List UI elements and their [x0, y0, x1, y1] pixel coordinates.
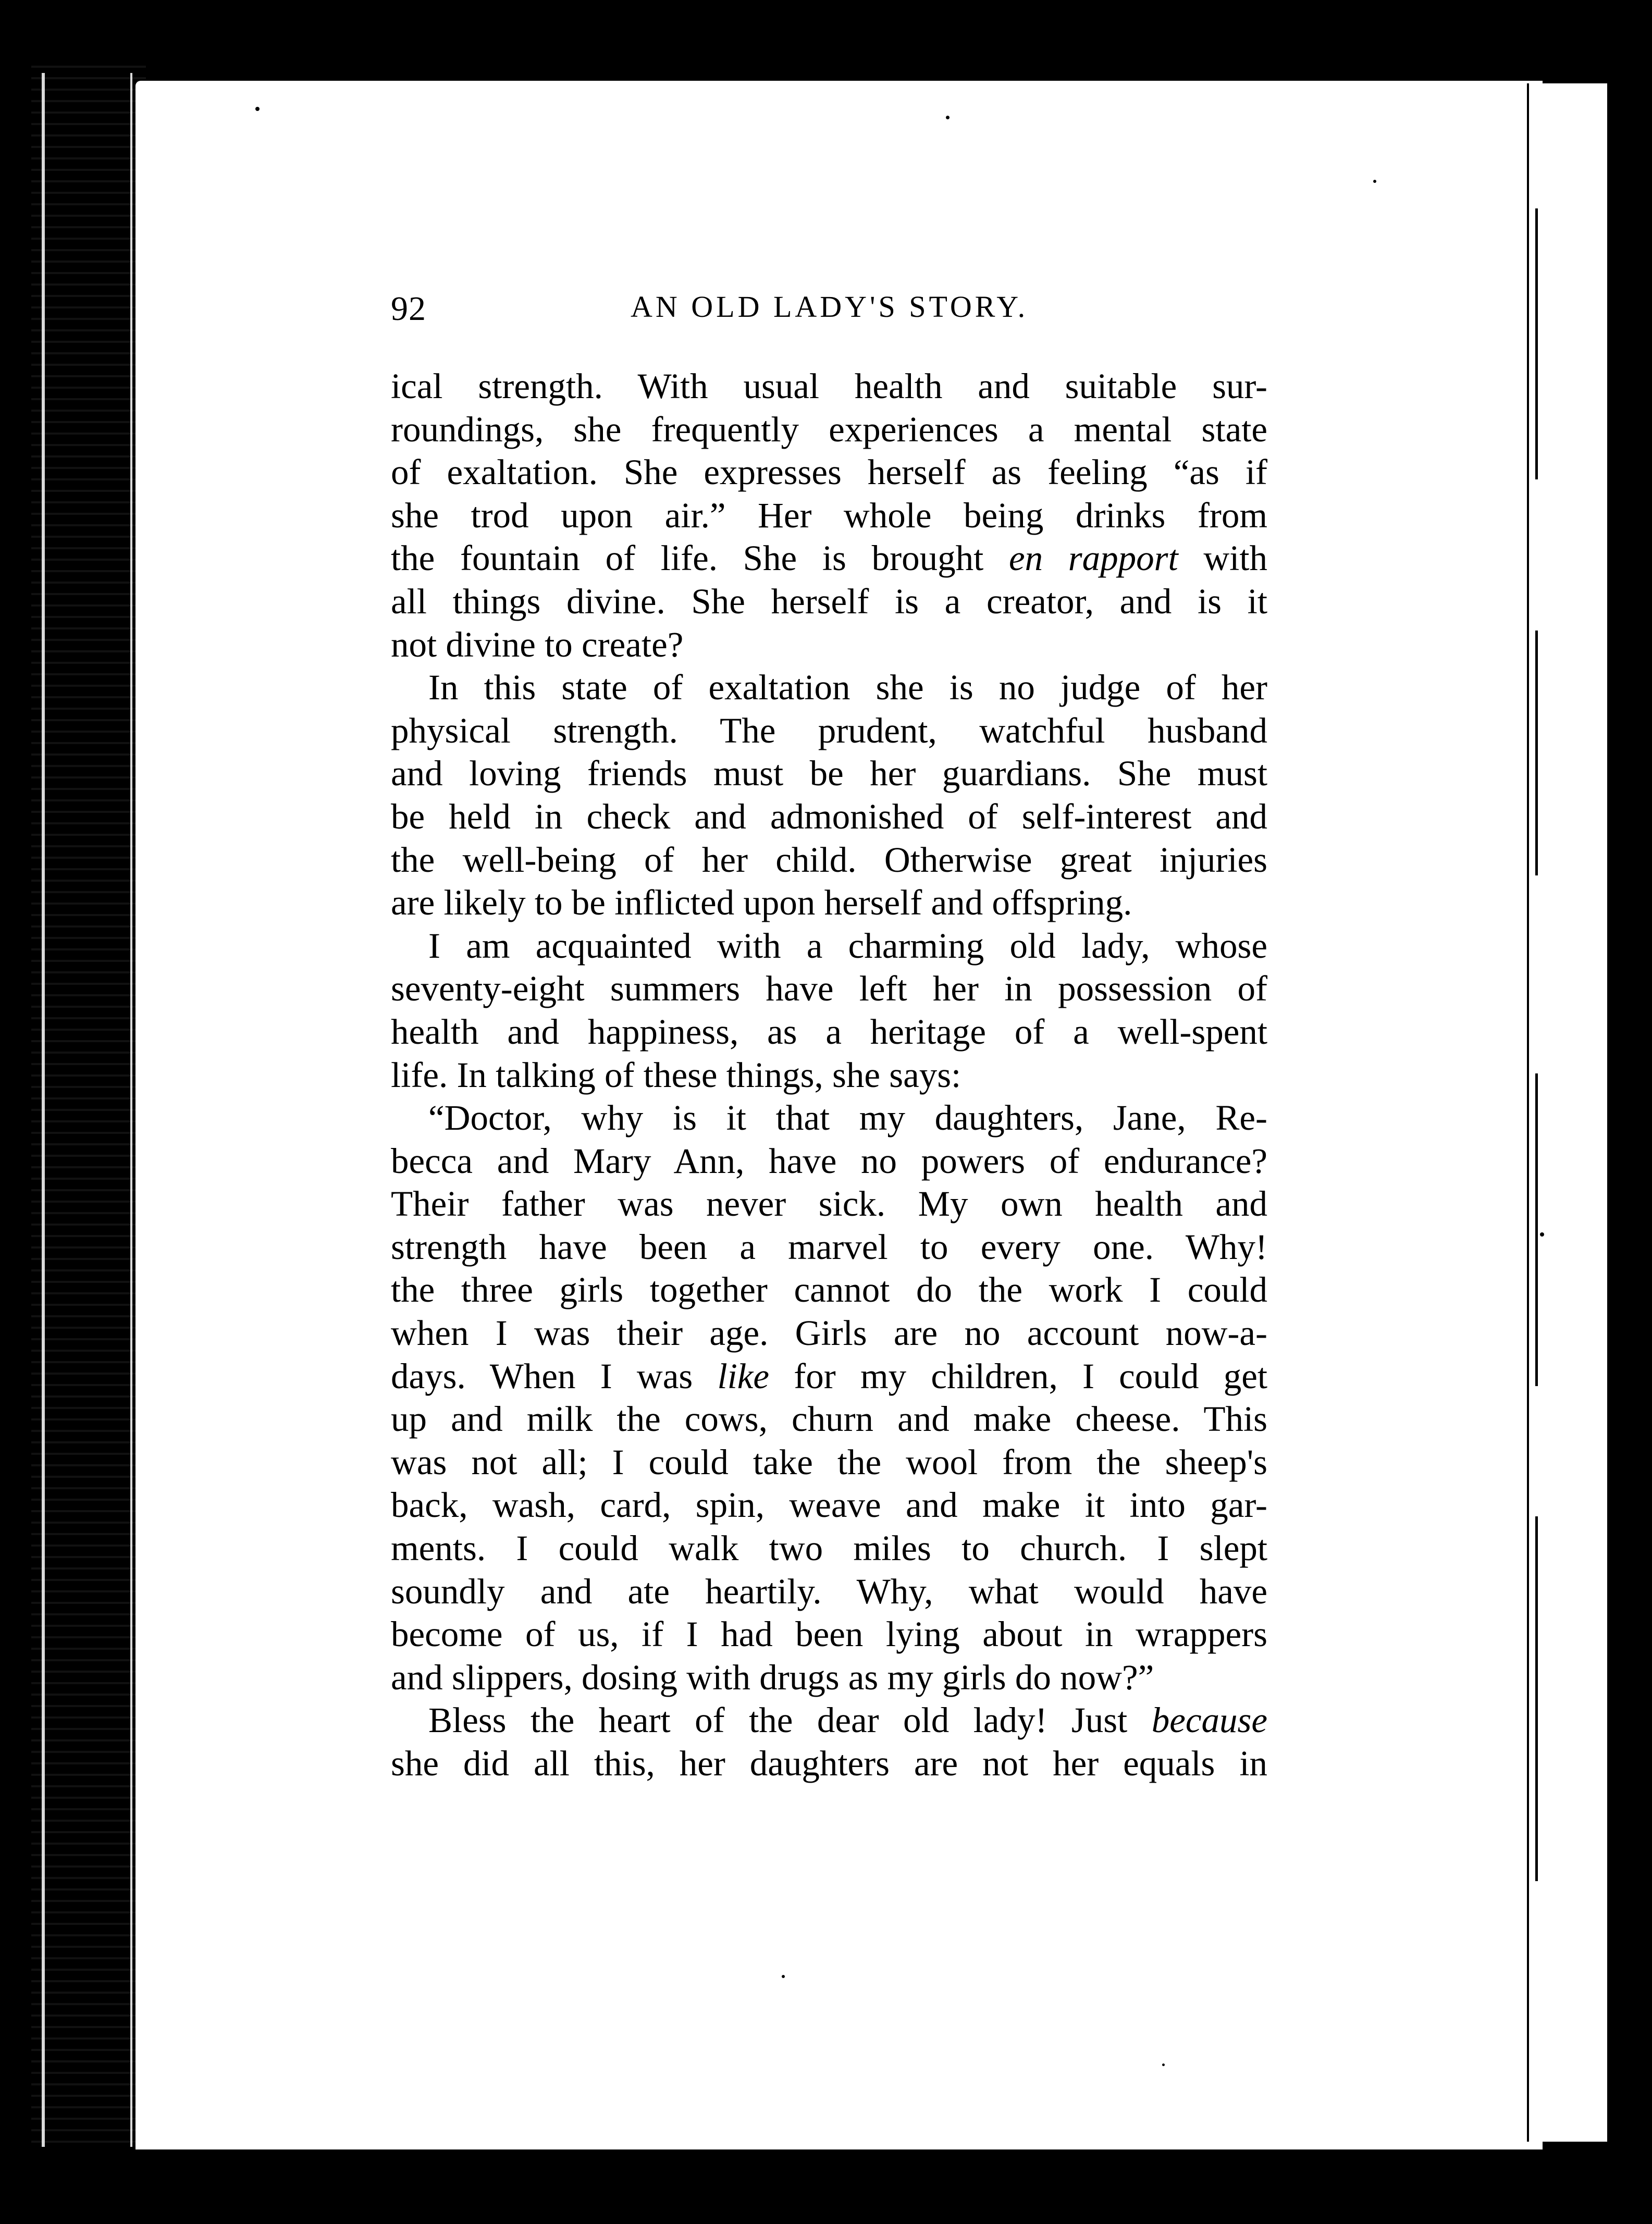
text-line: soundly and ate heartily. Why, what would have: [391, 1571, 1267, 1611]
text-line: Their father was never sick. My own health and: [391, 1184, 1267, 1224]
text-line: of exaltation. She expresses herself as feeling “as if: [391, 452, 1267, 492]
text-line: back, wash, card, spin, weave and make it into gar-: [391, 1485, 1267, 1525]
text-line: physical strength. The prudent, watchful husband: [391, 710, 1267, 750]
italic-phrase: because: [1151, 1700, 1267, 1740]
body-text: [391, 365, 1267, 1785]
text-line: she trod upon air.” Her whole being drinks from: [391, 495, 1267, 535]
text-segment: with: [1178, 538, 1268, 578]
text-line: strength have been a marvel to every one. Why!: [391, 1227, 1267, 1267]
next-page-edge: [1527, 83, 1607, 2142]
text-line: become of us, if I had been lying about in wrappers: [391, 1614, 1267, 1654]
scan-speck: [255, 107, 260, 111]
text-line: becca and Mary Ann, have no powers of endurance?: [391, 1141, 1267, 1181]
text-line: be held in check and admonished of self-interest and: [391, 796, 1267, 836]
italic-phrase: like: [717, 1356, 770, 1396]
binding-streak: [42, 73, 45, 2147]
binding-streak: [130, 73, 132, 2147]
text-line: not divine to create?: [391, 624, 684, 664]
text-line: health and happiness, as a heritage of a well-spent: [391, 1011, 1267, 1052]
text-segment: Bless the heart of the dear old lady! Just: [428, 1700, 1152, 1740]
text-line: [391, 1699, 1267, 1742]
text-line: ical strength. With usual health and suitable sur-: [391, 366, 1267, 406]
scan-speck: [1540, 1232, 1544, 1237]
text-line: “Doctor, why is it that my daughters, Jane, Re-: [428, 1098, 1267, 1138]
page-header: [391, 289, 1558, 347]
text-line: when I was their age. Girls are no account now-a-: [391, 1313, 1267, 1353]
scan-speck: [782, 1975, 785, 1978]
text-line: life. In talking of these things, she says:: [391, 1055, 961, 1095]
scan-speck: [946, 116, 950, 119]
running-title: AN OLD LADY'S STORY.: [631, 290, 1029, 324]
text-line: the well-being of her child. Otherwise great injuries: [391, 839, 1267, 880]
italic-phrase: en rapport: [1008, 538, 1178, 578]
text-line: are likely to be inflicted upon herself and offspring.: [391, 883, 1132, 923]
text-segment: for my children, I could get: [769, 1356, 1267, 1396]
text-line: up and milk the cows, churn and make cheese. This: [391, 1399, 1267, 1439]
text-line: [391, 1355, 1267, 1398]
text-line: and loving friends must be her guardians. She must: [391, 753, 1267, 794]
text-segment: the fountain of life. She is brought: [391, 538, 1009, 578]
text-line: the three girls together cannot do the work I could: [391, 1270, 1267, 1310]
scan-speck: [1373, 180, 1376, 183]
page-number: 92: [391, 290, 426, 328]
text-line: ments. I could walk two miles to church. I slept: [391, 1528, 1267, 1568]
text-line: she did all this, her daughters are not her equals in: [391, 1744, 1267, 1783]
text-line: and slippers, dosing with drugs as my girls do now?”: [391, 1657, 1154, 1697]
text-line: roundings, she frequently experiences a mental state: [391, 409, 1267, 449]
text-line: [391, 537, 1267, 580]
text-line: was not all; I could take the wool from the sheep's: [391, 1442, 1267, 1482]
text-segment: days. When I was: [391, 1356, 718, 1396]
scan-speck: [1162, 2064, 1165, 2066]
text-line: I am acquainted with a charming old lady, whose: [428, 925, 1267, 966]
book-binding-edge: [31, 63, 146, 2152]
text-line: In this state of exaltation she is no judge of her: [428, 668, 1267, 708]
text-line: all things divine. She herself is a creator, and is it: [391, 581, 1267, 621]
text-line: seventy-eight summers have left her in possession of: [391, 969, 1267, 1009]
